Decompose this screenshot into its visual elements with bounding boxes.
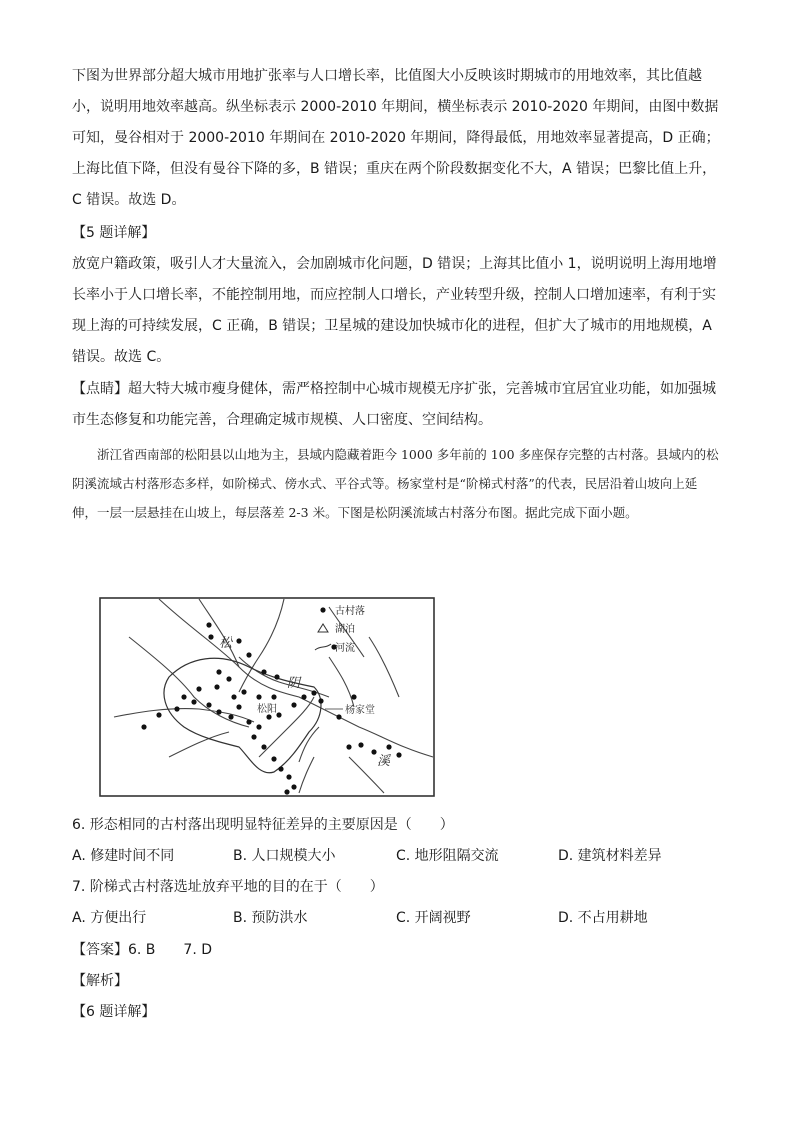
legend-river-label: 河流	[335, 643, 355, 654]
map-label-song: 松	[219, 636, 233, 651]
map-label-songyang: 松阳	[257, 704, 277, 715]
heading-q5-detail: 【5 题详解】	[72, 225, 156, 241]
q6-option-d: D. 建筑材料差异	[558, 848, 662, 864]
analysis-heading: 【解析】	[72, 973, 128, 989]
answer-line	[72, 940, 212, 960]
intro-paragraph: 浙江省西南部的松阳县以山地为主，县域内隐藏着距今 1000 多年前的 100 多座保存完整的古村落。县域内的松阴溪流域古村落形态多样，如阶梯式、傍水式、平谷式等。杨家堂村是“阶梯式村落”的代表，民居沿着山坡向上延伸，一层一层悬挂在山坡上，每层落差 2-3 米。下图是松阴溪流域古村落分布图。据此完成下面小题。	[72, 447, 719, 520]
legend-village-icon	[320, 607, 325, 612]
answer-text: 6. B 7. D	[128, 942, 212, 958]
heading-q6-detail: 【6 题详解】	[72, 1004, 156, 1020]
question-7-stem: 7. 阶梯式古村落选址放弃平地的目的在于（ ）	[72, 879, 384, 895]
map-label-yangjiatang: 杨家堂	[345, 705, 375, 716]
village-distribution-map	[99, 597, 435, 797]
q7-option-c: C. 开阔视野	[396, 910, 471, 926]
q6-option-c: C. 地形阻隔交流	[396, 848, 499, 864]
q6-option-b: B. 人口规模大小	[233, 848, 336, 864]
map-label-xi: 溪	[377, 754, 391, 769]
map-label-yin: 阴	[287, 676, 301, 691]
tip-label: 【点睛】	[72, 381, 128, 397]
tip-text: 超大特大城市瘦身健体，需严格控制中心城市规模无序扩张，完善城市宜居宜业功能，如加强城市生态修复和功能完善，合理确定城市规模、人口密度、空间结构。	[72, 381, 716, 428]
question-6-stem: 6. 形态相同的古村落出现明显特征差异的主要原因是（ ）	[72, 817, 454, 833]
q6-option-a: A. 修建时间不同	[72, 848, 175, 864]
q7-option-d: D. 不占用耕地	[558, 910, 648, 926]
legend-lake-label: 湖泊	[335, 624, 355, 635]
tip-paragraph	[72, 374, 722, 436]
paragraph-4-explanation: 下图为世界部分超大城市用地扩张率与人口增长率，比值图大小反映该时期城市的用地效率，其比值越小，说明用地效率越高。纵坐标表示 2000-2010 年期间，横坐标表示 2010-2020 年期间，由图中数据可知，曼谷相对于 2000-2010 年期间在 2010-2020 年期间，降得最低，用地效率显著提高，D 正确；上海比值下降，但没有曼谷下降的多，B 错误；重庆在两个阶段数据变化不大，A 错误；巴黎比值上升，C 错误。故选 D。	[72, 68, 720, 208]
legend-village-label: 古村落	[335, 606, 365, 617]
q7-option-a: A. 方便出行	[72, 910, 147, 926]
paragraph-5-explanation: 放宽户籍政策，吸引人才大量流入，会加剧城市化问题，D 错误；上海其比值小 1，说明说明上海用地增长率小于人口增长率，不能控制用地，而应控制人口增长，产业转型升级，控制人口增加速率，有利于实现上海的可持续发展，C 正确，B 错误；卫星城的建设加快城市化的进程，但扩大了城市的用地规模，A 错误。故选 C。	[72, 256, 717, 365]
answer-label: 【答案】	[72, 942, 128, 958]
q7-option-b: B. 预防洪水	[233, 910, 308, 926]
